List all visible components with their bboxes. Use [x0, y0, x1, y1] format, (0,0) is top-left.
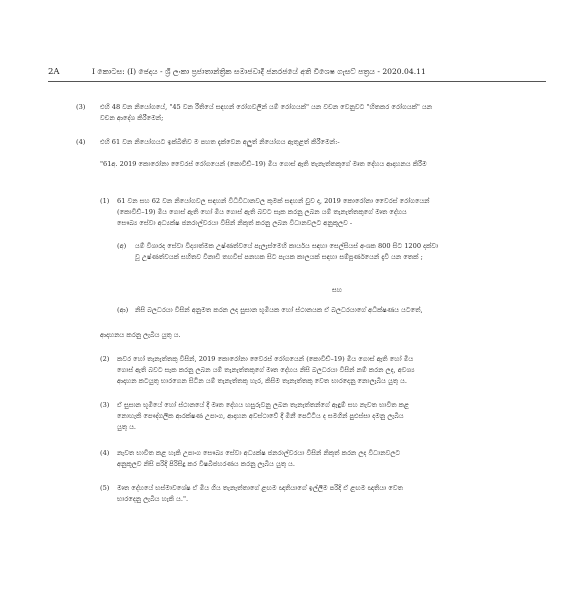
clause-3-line-3: යුතු ය.	[117, 423, 137, 431]
gazette-title: I කොටස: (I) ඡෙදය - ශ්‍රී ලංකා ප්‍රජාතාන්ත්‍රික සමාජවාදී ජනරජයේ අති විශෙෂ ගැසට් පත්‍රය - 2020.04.11	[92, 67, 426, 76]
clause-5-line-1: මෘත දේහයේ භස්මාවශේෂ ඒ මිය ගිය තැනැත්තාගේ ළඟම ඥාතියාගේ ඉල්ලීම පරිදි ඒ ළඟම ඥාතියා වෙත	[117, 484, 403, 492]
conjunction-saha: සහ	[332, 286, 342, 294]
clause-1-line-3: සෞඛ්‍ය සේවා අධ්‍යක්ෂ ජනරාල්වරයා විසින් නිකුත් කරනු ලබන විධානවලට අනුකූලව -	[117, 219, 353, 227]
cremation-requirement: ආදාහනය කරනු ලැබිය යුතු ය.	[100, 331, 181, 339]
subclause-a-line-1: යම් විශාරද සේවා විද්‍යාත්මක උෂ්ණත්වයේ පැලැස්මෙහි කාර්යය සඳහා සෙල්සියස් අංශක 800 සිට 1200 දක්වා	[135, 242, 439, 250]
clause-1-line-1: 61 වන සහ 62 වන නියෝගවල සඳහන් විධිවිධානවල කුමක් සඳහන් වුව ද, 2019 කොරෝනා වෛරස් රෝගයෙන්	[117, 197, 430, 205]
clause-2-line-2: ගොස් ඇති බවට සැක කරනු ලබන යම් තැනැත්තකුගේ මෘත දේහය නිසි බලධරයා විසින් නම් කරන ලද, අවශ්‍ය	[117, 366, 415, 374]
clause-5-line-2: භාරදෙනු ලැබිය හැකි ය.".	[117, 495, 189, 503]
header-rule	[48, 81, 546, 82]
item-4-number: (4)	[76, 138, 86, 146]
item-3-number: (3)	[76, 103, 86, 111]
clause-3-number: (3)	[100, 401, 110, 409]
clause-4-line-2: අනුකූලව නිසි පරිදි පිරිසිදු කර විෂබීජහරණය කරනු ලැබිය යුතු ය.	[117, 460, 295, 468]
page-number: 2A	[48, 67, 60, 77]
clause-2-line-1: කවර හෝ තැනැත්තකු විසින්, 2019 කොරෝනා වෛරස් රෝගයෙන් (කොවිඩ්–19) මිය ගොස් ඇති හෝ මිය	[117, 355, 414, 363]
clause-1-number: (1)	[100, 197, 110, 205]
clause-1-line-2: (කොවිඩ්–19) මිය ගොස් ඇති හෝ මිය ගොස් ඇති බවට සැක කරනු ලබන යම් තැනැත්තකුගේ මෘත දේහය	[117, 208, 407, 216]
clause-4-number: (4)	[100, 449, 110, 457]
clause-5-number: (5)	[100, 484, 110, 492]
subclause-a-number: (අ)	[117, 242, 127, 250]
clause-3-line-2: නොහැකි පෞද්ගලික ආරක්ෂණ උපාංග, ආදාහන අවස්ථාවේ දී මිනී පෙට්ටිය ද සමගින් පුළුස්සා දමනු ලැබිය	[117, 412, 404, 420]
subclause-aa-line-1: නිසි බලධරයා විසින් අනුමත කරන ලද සුසාන භූමියක හෝ ස්ථානයක ඒ බලධරයාගේ අධීක්ෂණය යටතේ,	[135, 306, 423, 314]
page-header	[0, 66, 588, 80]
clause-2-line-3: ආදාහන කටයුතු භාරගෙන සිටින යම් තැනැත්තකු හැර, කිසිම තැනැත්තකු වෙත භාරදෙනු නොලැබිය යුතු ය.	[117, 377, 408, 385]
subclause-a-line-2: වූ උෂ්ණත්වයක් සහිතව විනාඩි තහවිස් පනහක සිට පැයක කාලයක් සඳහා සම්පූර්ණයෙන් දැවී යන තෙක් ;	[135, 253, 423, 261]
item-3-line-2: වචන ආදේශ කිරීමෙන්;	[100, 114, 164, 122]
clause-2-number: (2)	[100, 355, 110, 363]
item-4-line-1: එහි 61 වන නියෝගයට ඉක්බිතිව ම පහත දැක්වෙන අලුත් නියෝගය ඇතුළත් කිරීමෙන්:-	[100, 138, 340, 146]
item-3-line-1: එහි 48 වන නියෝගයේ, "45 වන රීතියේ සඳහන් රෝගවලින් යම් රෝගයක්" යන වචන වෙනුවට "හිතකර රෝගයක්" යන	[100, 103, 433, 111]
clause-4-line-1: නැවත භාවිත කළ හැකි උපාංග සෞඛ්‍ය සේවා අධ්‍යක්ෂ ජනරාල්වරයා විසින් නිකුත් කරන ලද විධානවලට	[117, 449, 401, 457]
subclause-aa-number: (ආ)	[117, 306, 129, 314]
clause-3-line-1: ඒ සුසාන භූමියේ හෝ ස්ථානයේ දී මෘත දේහය හසුරුවනු ලබන තැනැත්තන්ගේ ඇඳුම් සහ නැවත භාවිත කළ	[117, 401, 410, 409]
regulation-61a-heading: "61අ. 2019 කොරෝනා වෛරස් රෝගයෙන් (කොවිඩ්–19) මිය ගොස් ඇති තැනැත්තකුගේ මෘත දේහය ආදාහනය කිරීම	[100, 160, 427, 168]
